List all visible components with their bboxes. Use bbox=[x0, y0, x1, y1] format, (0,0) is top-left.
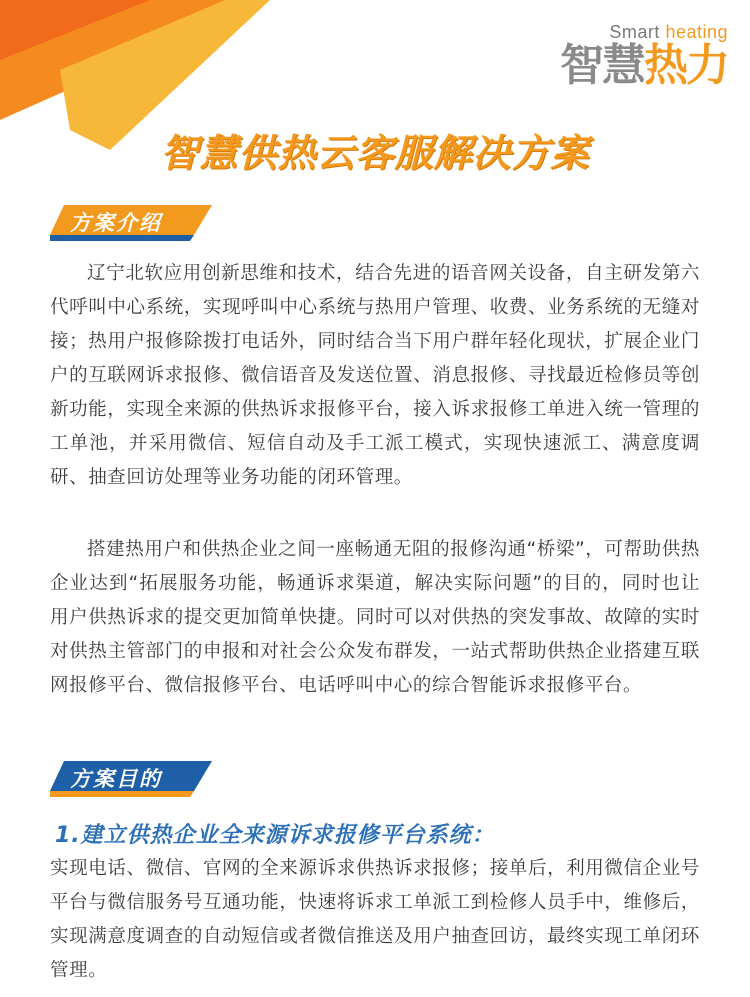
section-heading-intro-label: 方案介绍 bbox=[70, 211, 162, 235]
smart-heating-logo bbox=[548, 22, 728, 92]
section-heading-goal-label: 方案目的 bbox=[70, 767, 162, 791]
section-heading-intro bbox=[50, 203, 230, 243]
section-heading-goal bbox=[50, 759, 230, 799]
logo-english: Smart heating bbox=[609, 22, 728, 42]
goal-item-1-text: 实现电话、微信、官网的全来源诉求供热诉求报修；接单后，利用微信企业号平台与微信服务号互通功能，快速将诉求工单派工到检修人员手中，维修后，实现满意度调查的自动短信或者微信推送及用户抽查回访，最终实现工单闭环管理。 bbox=[50, 858, 700, 981]
page-title: 智慧供热云客服解决方案 bbox=[160, 131, 590, 175]
logo-chinese: 智慧热力 bbox=[560, 40, 728, 91]
intro-paragraph-1: 辽宁北软应用创新思维和技术，结合先进的语音网关设备，自主研发第六代呼叫中心系统，实现呼叫中心系统与热用户管理、收费、业务系统的无缝对接；热用户报修除拨打电话外，同时结合当下用户群年轻化现状，扩展企业门户的互联网诉求报修、微信语音及发送位置、消息报修、寻找最近检修员等创新功能，实现全来源的供热诉求报修平台，接入诉求报修工单进入统一管理的工单池，并采用微信、短信自动及手工派工模式，实现快速派工、满意度调研、抽查回访处理等业务功能的闭环管理。 bbox=[50, 263, 700, 488]
intro-paragraph-2: 搭建热用户和供热企业之间一座畅通无阻的报修沟通“桥梁”，可帮助供热企业达到“拓展服务功能，畅通诉求渠道，解决实际问题”的目的，同时也让用户供热诉求的提交更加简单快捷。同时可以对供热的突发事故、故障的实时对供热主管部门的申报和对社会公众发布群发，一站式帮助供热企业搭建互联网报修平台、微信报修平台、电话呼叫中心的综合智能诉求报修平台。 bbox=[50, 539, 700, 696]
goal-item-1-title: 1.建立供热企业全来源诉求报修平台系统： bbox=[55, 823, 495, 848]
